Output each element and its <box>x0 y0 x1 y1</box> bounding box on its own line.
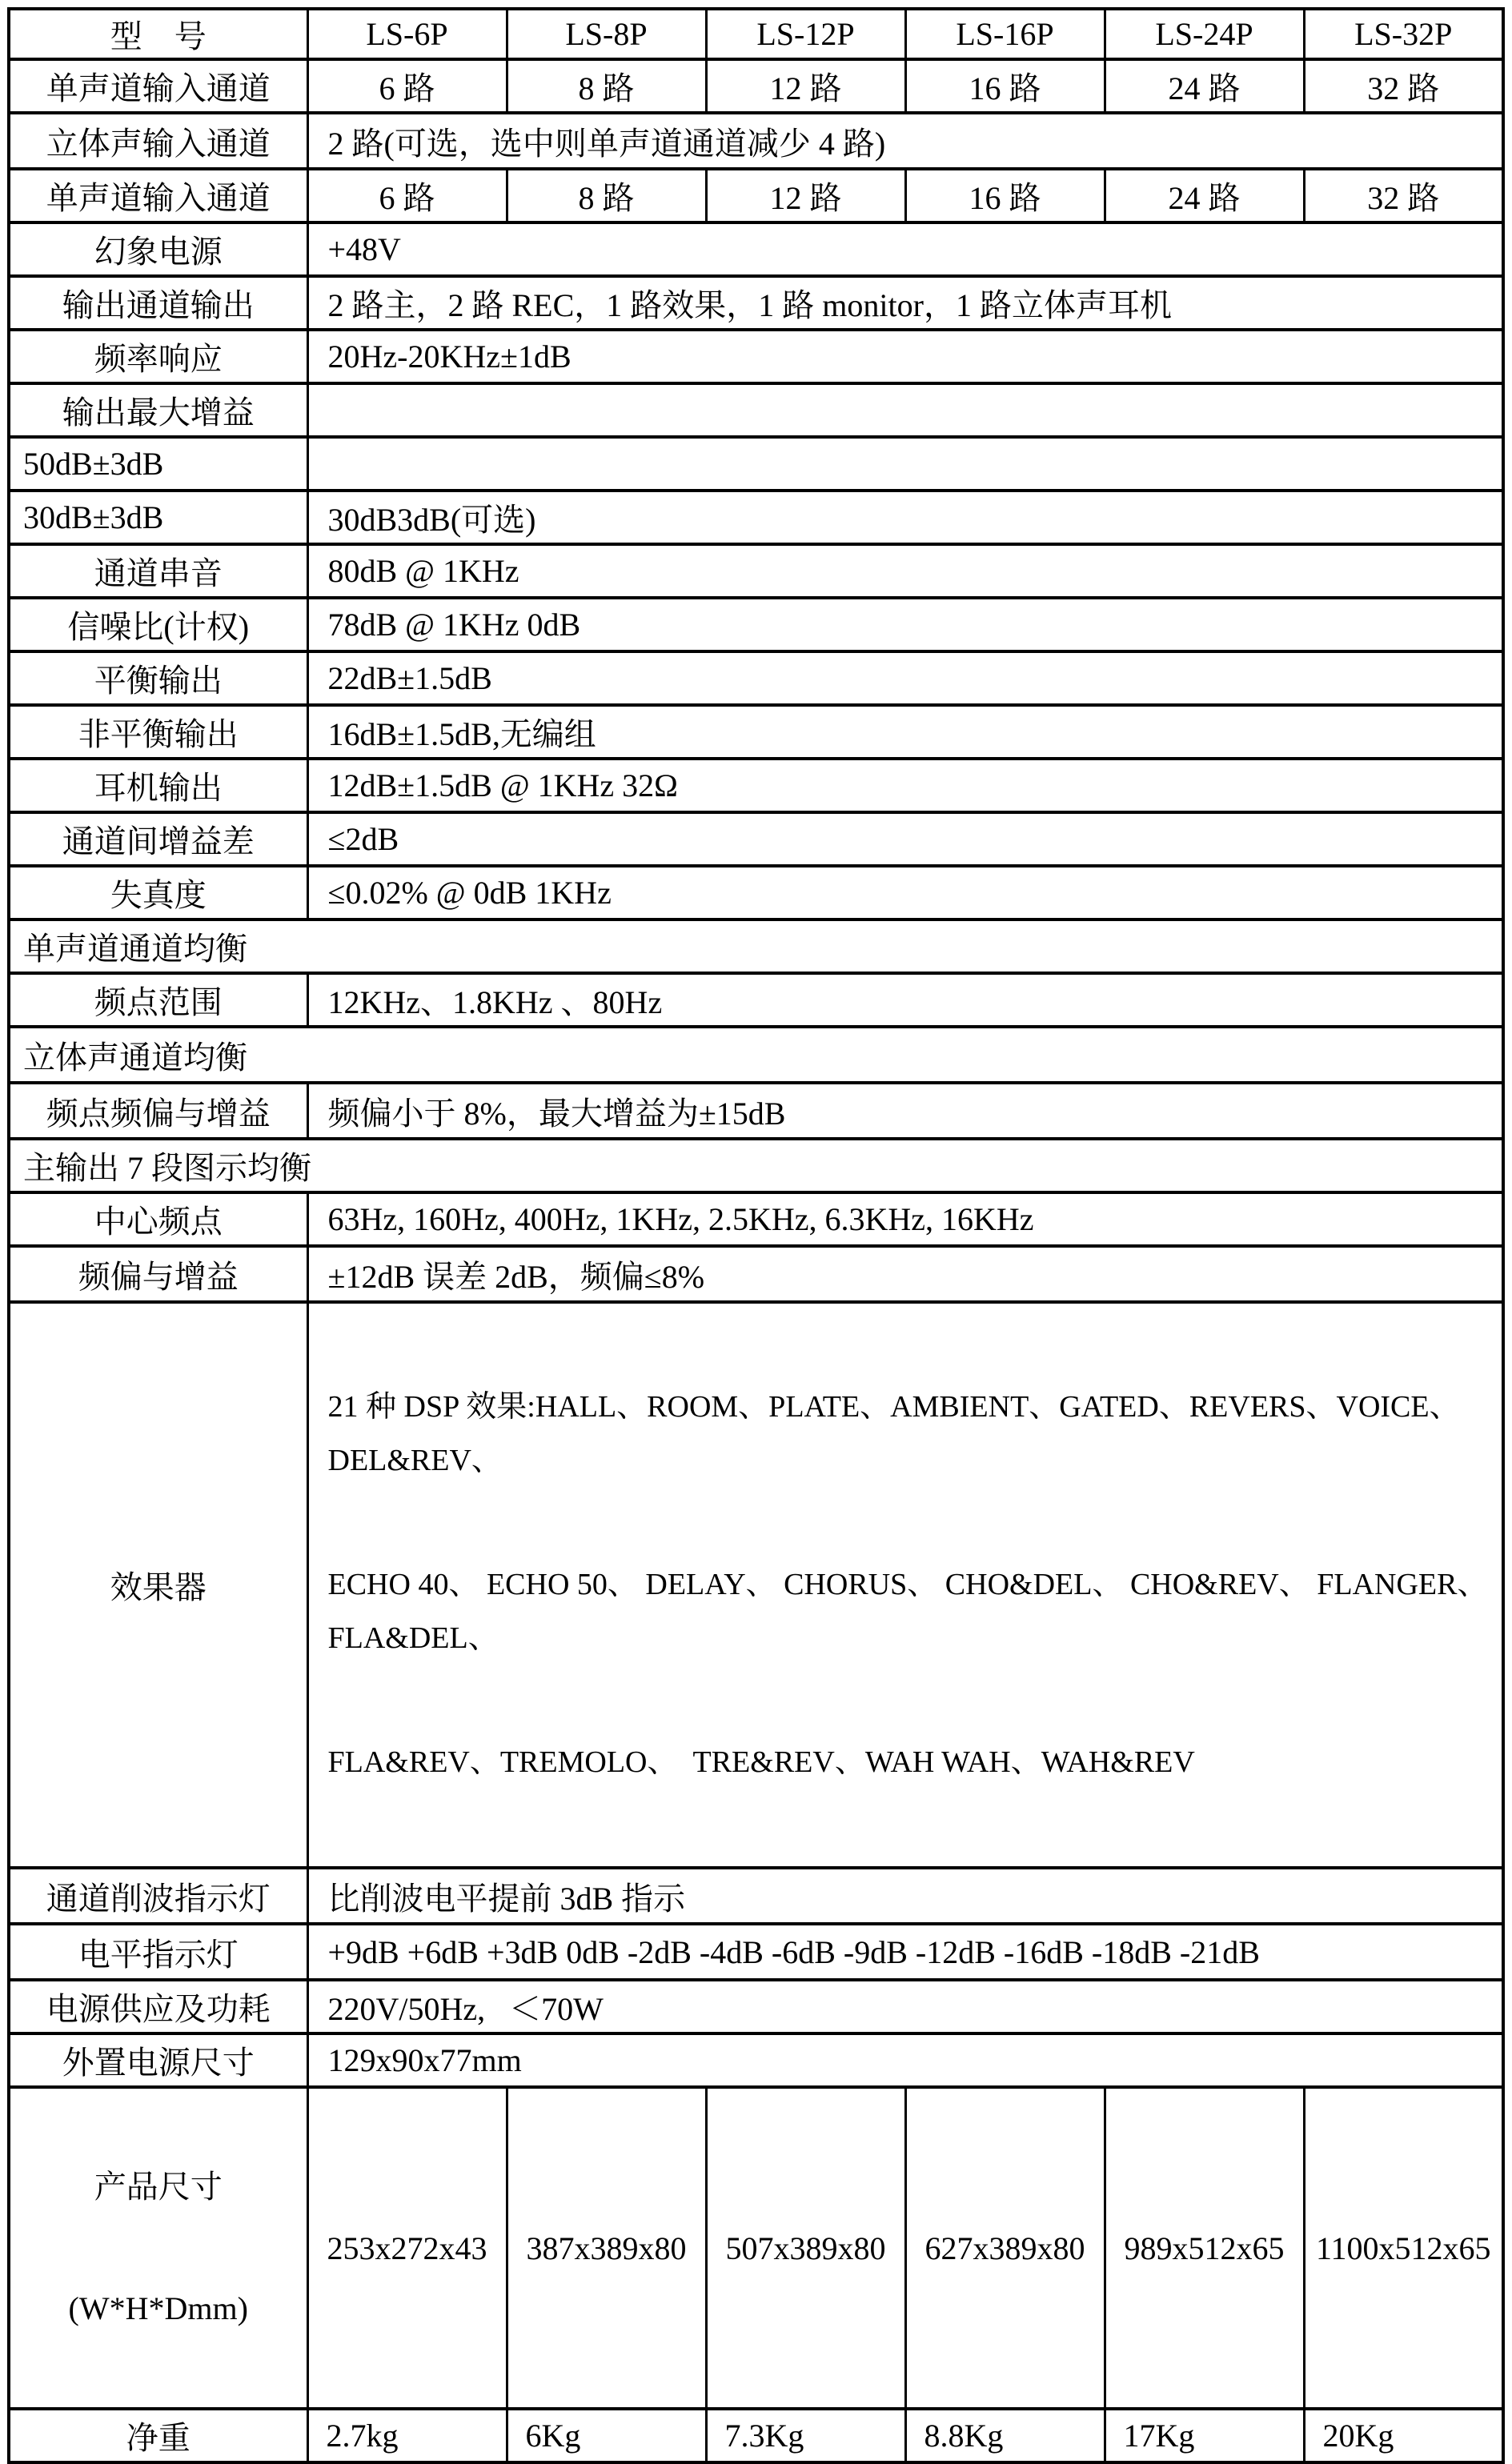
value-cell: 12 路 <box>706 59 905 113</box>
row-value: ≤2dB <box>307 812 1503 866</box>
row-label: 幻象电源 <box>9 222 307 276</box>
table-row-header <box>9 9 1503 59</box>
table-row <box>9 1246 1503 1302</box>
table-row <box>9 1868 1503 1924</box>
row-label: 中心频点 <box>9 1192 307 1246</box>
row-value: +48V <box>307 222 1503 276</box>
value-cell: 387x389x80 <box>507 2087 706 2409</box>
row-value: 12KHz、1.8KHz 、80Hz <box>307 973 1503 1027</box>
section-label: 立体声通道均衡 <box>9 1027 1503 1083</box>
row-value: 2 路主，2 路 REC，1 路效果，1 路 monitor，1 路立体声耳机 <box>307 276 1503 330</box>
table-row <box>9 330 1503 383</box>
table-row <box>9 1302 1503 1868</box>
header-label: 型 号 <box>9 9 307 59</box>
row-label: 单声道输入通道 <box>9 59 307 113</box>
value-cell: 20Kg <box>1304 2409 1503 2462</box>
model-name-cell: LS-32P <box>1304 9 1503 59</box>
value-cell: 12 路 <box>706 169 905 222</box>
effects-line: ECHO 40、 ECHO 50、 DELAY、 CHORUS、 CHO&DEL、 CHO&REV、 FLANGER、 FLA&DEL、 <box>327 1568 1495 1655</box>
row-label-line: 产品尺寸 <box>94 2169 223 2205</box>
row-value: 78dB @ 1KHz 0dB <box>307 598 1503 651</box>
value-cell: 16 路 <box>905 59 1105 113</box>
table-row <box>9 383 1503 437</box>
row-label: 平衡输出 <box>9 651 307 705</box>
table-row <box>9 437 1503 491</box>
model-name-cell: LS-16P <box>905 9 1105 59</box>
table-row <box>9 2033 1503 2087</box>
value-cell: 24 路 <box>1105 59 1304 113</box>
value-cell: 32 路 <box>1304 59 1503 113</box>
model-name-cell: LS-8P <box>507 9 706 59</box>
row-label: 信噪比(计权) <box>9 598 307 651</box>
row-value: ±12dB 误差 2dB，频偏≤8% <box>307 1246 1503 1302</box>
value-cell: 627x389x80 <box>905 2087 1105 2409</box>
value-cell: 989x512x65 <box>1105 2087 1304 2409</box>
value-cell: 507x389x80 <box>706 2087 905 2409</box>
row-label: 频点范围 <box>9 973 307 1027</box>
row-value: ≤0.02% @ 0dB 1KHz <box>307 866 1503 919</box>
row-label: 通道间增益差 <box>9 812 307 866</box>
table-row <box>9 705 1503 759</box>
row-value: 129x90x77mm <box>307 2033 1503 2087</box>
row-label: 输出最大增益 <box>9 383 307 437</box>
row-label: 立体声输入通道 <box>9 113 307 169</box>
value-cell: 2.7kg <box>307 2409 507 2462</box>
row-label-line: (W*H*Dmm) <box>68 2290 248 2326</box>
model-name-cell: LS-12P <box>706 9 905 59</box>
table-row <box>9 1192 1503 1246</box>
table-row <box>9 866 1503 919</box>
table-row <box>9 491 1503 544</box>
row-label: 净重 <box>9 2409 307 2462</box>
table-section-row <box>9 1139 1503 1192</box>
model-name-cell: LS-6P <box>307 9 507 59</box>
value-cell: 8.8Kg <box>905 2409 1105 2462</box>
table-row <box>9 276 1503 330</box>
row-label: 通道串音 <box>9 544 307 598</box>
table-row <box>9 759 1503 812</box>
row-label: 效果器 <box>9 1302 307 1868</box>
row-value: 22dB±1.5dB <box>307 651 1503 705</box>
row-label: 电平指示灯 <box>9 1924 307 1980</box>
row-value: 80dB @ 1KHz <box>307 544 1503 598</box>
value-cell: 6 路 <box>307 169 507 222</box>
table-section-row <box>9 1027 1503 1083</box>
row-label: 频点频偏与增益 <box>9 1083 307 1139</box>
row-value: 12dB±1.5dB @ 1KHz 32Ω <box>307 759 1503 812</box>
effects-line: FLA&REV、TREMOLO、 TRE&REV、WAH WAH、WAH&REV <box>327 1745 1195 1779</box>
row-label: 耳机输出 <box>9 759 307 812</box>
table-row <box>9 113 1503 169</box>
row-label <box>9 2087 307 2409</box>
row-value: 20Hz-20KHz±1dB <box>307 330 1503 383</box>
table-row <box>9 1083 1503 1139</box>
row-value <box>307 437 1503 491</box>
row-label: 频偏与增益 <box>9 1246 307 1302</box>
table-row <box>9 222 1503 276</box>
value-cell: 1100x512x65 <box>1304 2087 1503 2409</box>
row-label: 通道削波指示灯 <box>9 1868 307 1924</box>
model-name-cell: LS-24P <box>1105 9 1304 59</box>
table-row <box>9 2409 1503 2462</box>
row-value <box>307 383 1503 437</box>
section-label: 主输出 7 段图示均衡 <box>9 1139 1503 1192</box>
row-label: 失真度 <box>9 866 307 919</box>
value-cell: 17Kg <box>1105 2409 1304 2462</box>
row-label: 单声道输入通道 <box>9 169 307 222</box>
row-value: 63Hz, 160Hz, 400Hz, 1KHz, 2.5KHz, 6.3KHz, 16KHz <box>307 1192 1503 1246</box>
row-value: +9dB +6dB +3dB 0dB -2dB -4dB -6dB -9dB -12dB -16dB -18dB -21dB <box>307 1924 1503 1980</box>
row-value: 16dB±1.5dB,无编组 <box>307 705 1503 759</box>
row-value: 比削波电平提前 3dB 指示 <box>307 1868 1503 1924</box>
table-row <box>9 2087 1503 2409</box>
row-value: 频偏小于 8%，最大增益为±15dB <box>307 1083 1503 1139</box>
value-cell: 16 路 <box>905 169 1105 222</box>
row-label: 50dB±3dB <box>9 437 307 491</box>
row-label: 非平衡输出 <box>9 705 307 759</box>
spec-table <box>7 7 1505 2464</box>
table-row <box>9 1924 1503 1980</box>
row-label: 30dB±3dB <box>9 491 307 544</box>
value-cell: 6Kg <box>507 2409 706 2462</box>
row-label: 输出通道输出 <box>9 276 307 330</box>
row-value: 30dB3dB(可选) <box>307 491 1503 544</box>
table-section-row <box>9 919 1503 973</box>
value-cell: 253x272x43 <box>307 2087 507 2409</box>
table-row <box>9 544 1503 598</box>
value-cell: 7.3Kg <box>706 2409 905 2462</box>
table-row <box>9 973 1503 1027</box>
value-cell: 32 路 <box>1304 169 1503 222</box>
effects-line: 21 种 DSP 效果:HALL、ROOM、PLATE、AMBIENT、GATED、REVERS、VOICE、DEL&REV、 <box>327 1390 1460 1477</box>
row-value: 220V/50Hz, ＜70W <box>307 1980 1503 2033</box>
table-row <box>9 169 1503 222</box>
value-cell: 8 路 <box>507 59 706 113</box>
row-value <box>307 1302 1503 1868</box>
row-label: 电源供应及功耗 <box>9 1980 307 2033</box>
value-cell: 24 路 <box>1105 169 1304 222</box>
table-row <box>9 651 1503 705</box>
table-row <box>9 59 1503 113</box>
value-cell: 6 路 <box>307 59 507 113</box>
row-label: 频率响应 <box>9 330 307 383</box>
table-row <box>9 1980 1503 2033</box>
table-row <box>9 598 1503 651</box>
section-label: 单声道通道均衡 <box>9 919 1503 973</box>
table-row <box>9 812 1503 866</box>
row-label: 外置电源尺寸 <box>9 2033 307 2087</box>
value-cell: 8 路 <box>507 169 706 222</box>
row-value: 2 路(可选，选中则单声道通道减少 4 路) <box>307 113 1503 169</box>
